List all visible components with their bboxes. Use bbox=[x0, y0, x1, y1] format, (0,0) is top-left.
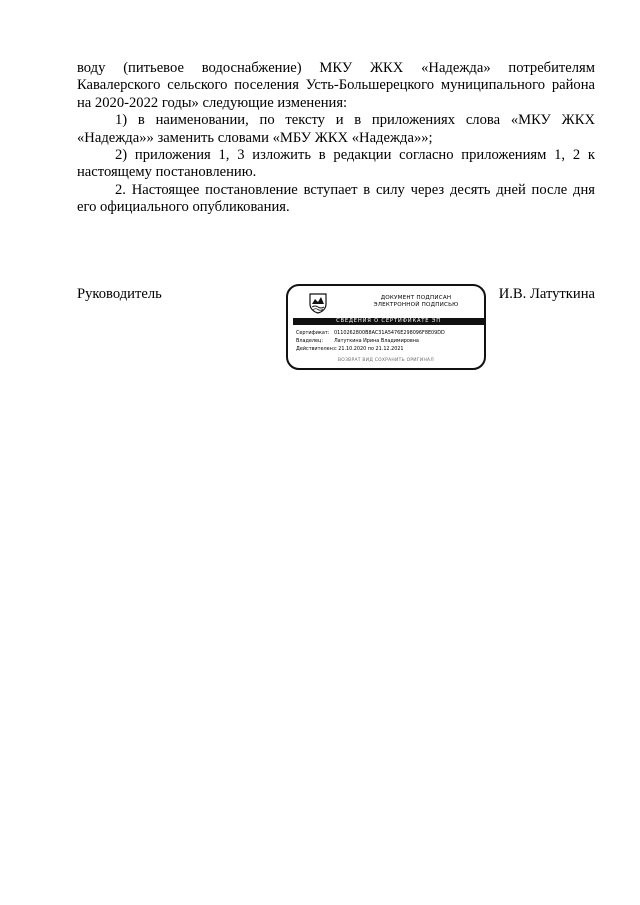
signatory-name: И.В. Латуткина bbox=[498, 286, 595, 302]
stamp-header-bar: СВЕДЕНИЯ О СЕРТИФИКАТЕ ЭП bbox=[293, 318, 484, 325]
stamp-title-line-1: ДОКУМЕНТ ПОДПИСАН bbox=[380, 295, 452, 301]
stamp-title bbox=[348, 295, 484, 309]
stamp-row-certificate bbox=[296, 329, 486, 337]
stamp-row-key: Действителен: bbox=[296, 346, 335, 352]
paragraph-item-1: 1) в наименовании, по тексту и в приложениях слова «МКУ ЖКХ «Надежда»» заменить словами «МБУ ЖКХ «Надежда»»; bbox=[77, 112, 595, 146]
stamp-row-key: Сертификат: bbox=[296, 330, 330, 336]
coat-of-arms-icon bbox=[307, 292, 329, 314]
stamp-row-value: 0110262800B8AC31A5476E298096F8E09DD bbox=[334, 330, 445, 336]
stamp-row-value: с 21.10.2020 по 21.12.2021 bbox=[334, 346, 404, 352]
paragraph-item-2: 2) приложения 1, 3 изложить в редакции согласно приложениям 1, 2 к настоящему постановлению. bbox=[77, 147, 595, 181]
document-body bbox=[77, 60, 595, 217]
stamp-row-key: Владелец: bbox=[296, 338, 323, 344]
stamp-title-line-2: ЭЛЕКТРОННОЙ ПОДПИСЬЮ bbox=[373, 302, 459, 308]
electronic-signature-stamp bbox=[286, 284, 486, 370]
stamp-row-validity bbox=[296, 345, 486, 353]
stamp-row-owner bbox=[296, 337, 486, 345]
stamp-details bbox=[296, 329, 486, 353]
stamp-bottom-text: ВОЗВРАТ ВИД СОХРАНИТЬ ОРИГИНАЛ bbox=[338, 358, 434, 363]
paragraph-effective-date: 2. Настоящее постановление вступает в силу через десять дней после дня его официального опубликования. bbox=[77, 181, 595, 216]
signatory-position: Руководитель bbox=[77, 286, 162, 302]
paragraph-intro: воду (питьевое водоснабжение) МКУ ЖКХ «Надежда» потребителям Кавалерского сельского поселения Усть-Большерецкого муниципального района на 2020-2022 годы» следующие изменения: bbox=[77, 60, 595, 111]
stamp-row-value: Латуткина Ирина Владимировна bbox=[334, 338, 419, 344]
